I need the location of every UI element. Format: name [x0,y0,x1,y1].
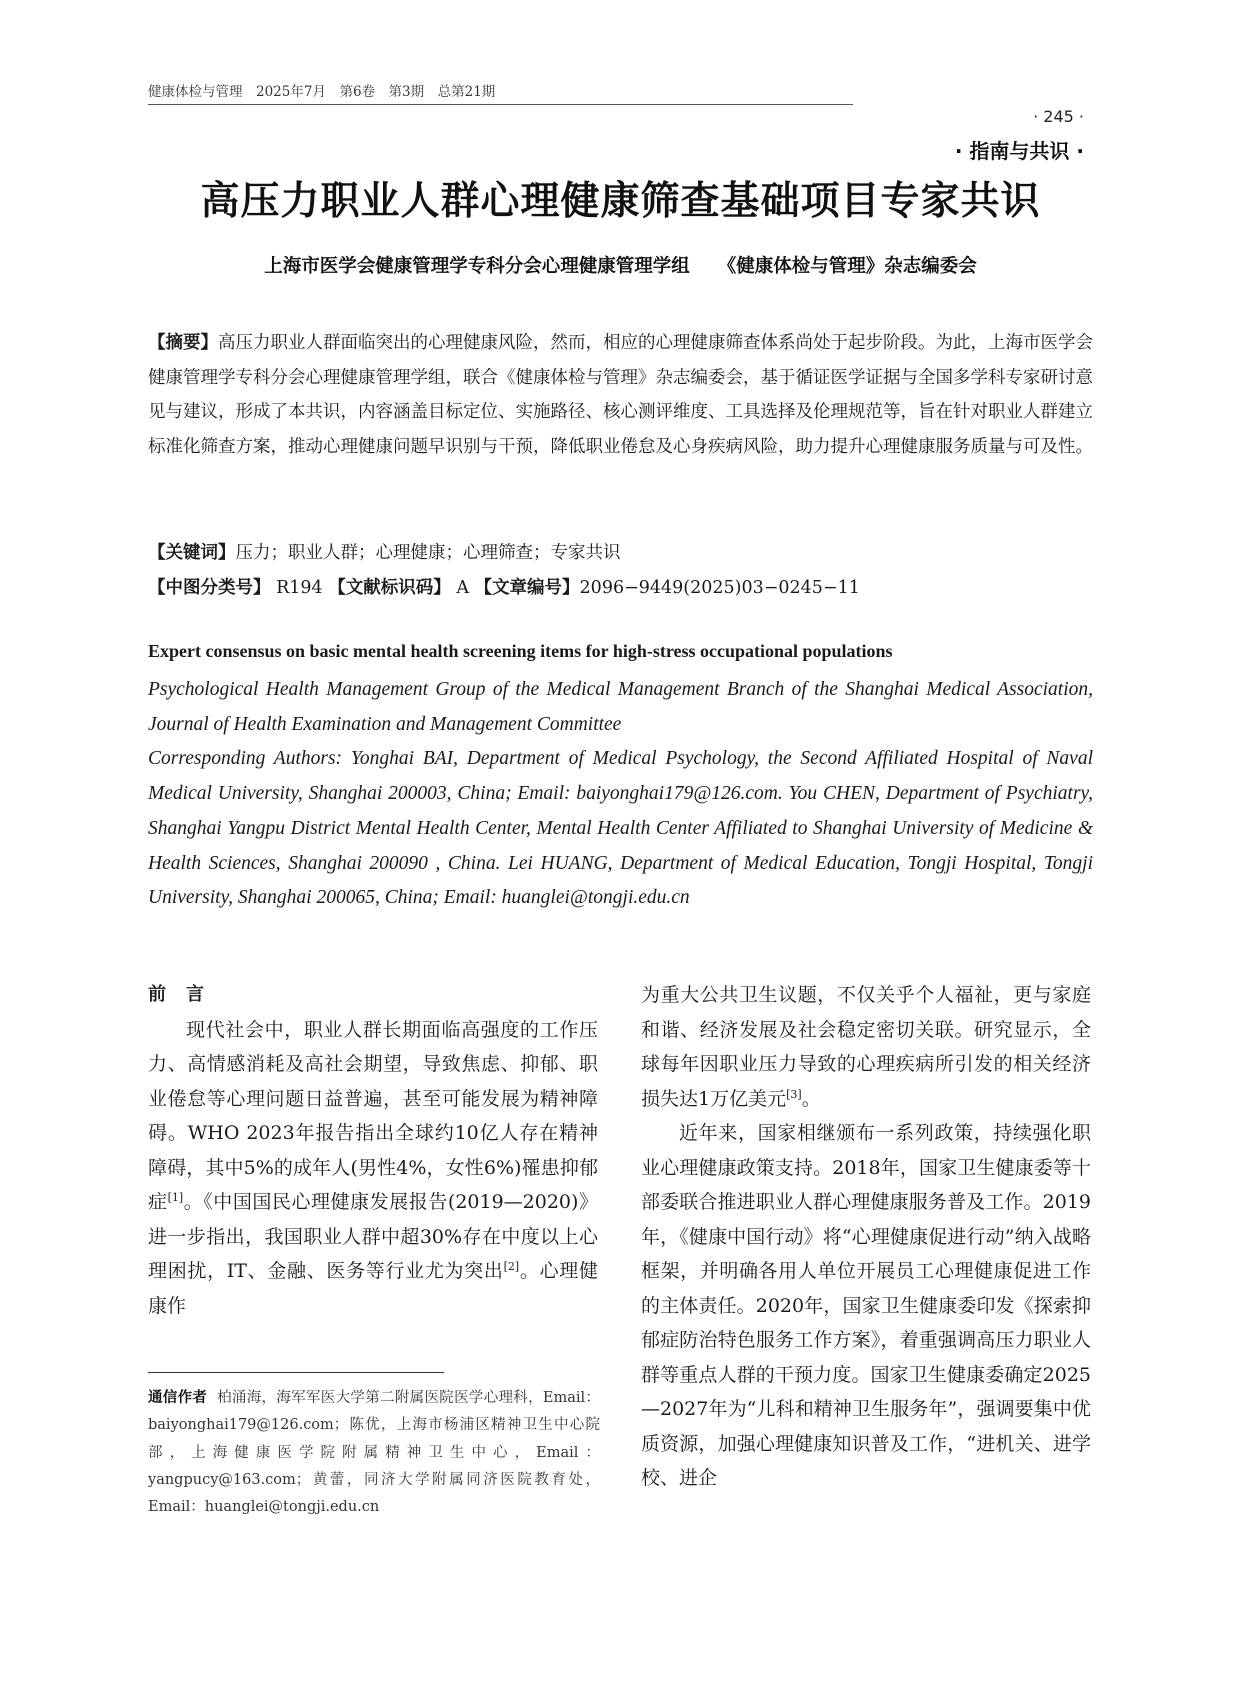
article-no-label: 【文章编号】 [474,578,580,598]
english-front-matter [148,673,1093,916]
article-title: 高压力职业人群心理健康筛查基础项目专家共识 [200,179,1041,224]
body-paragraph-2: 近年来，国家相继颁布一系列政策，持续强化职业心理健康政策支持。2018年，国家卫生健康委等十部委联合推进职业人群心理健康服务普及工作。2019年，《健康中国行动》将“心理健康促进行动”纳入战略框架，并明确各用人单位开展员工心理健康促进工作的主体责任。2020年，国家卫生健康委印发《探索抑郁症防治特色服务工作方案》，着重强调高压力职业人群等重点人群的干预力度。国家卫生健康委确定2025—2027年为“儿科和精神卫生服务年”，强调要集中优质资源，加强心理健康知识普及工作，“进机关、进学校、进企 [641,1122,1091,1489]
preface-heading: 前言 [148,984,224,1005]
classification-line [148,571,1093,605]
header-divider [148,104,853,105]
paragraph-1-text-a: 现代社会中，职业人群长期面临高强度的工作压力、高情感消耗及高社会期望，导致焦虑、抑郁、职业倦怠等心理问题日益普遍，甚至可能发展为精神障碍。WHO 2023年报告指出全球约10亿人存在精神障碍，其中5%的成年人(男性4%，女性6%)罹患抑郁症 [148,1018,598,1213]
keywords-label: 【关键词】 [148,543,236,563]
paragraph-1-text-d: 。 [801,1087,821,1110]
keywords-text: 压力；职业人群；心理健康；心理筛查；专家共识 [235,543,621,563]
abstract-text: 高压力职业人群面临突出的心理健康风险，然而，相应的心理健康筛查体系尚处于起步阶段。为此，上海市医学会健康管理学专科分会心理健康管理学组，联合《健康体检与管理》杂志编委会，基于循证医学证据与全国多学科专家研讨意见与建议，形成了本共识，内容涵盖目标定位、实施路径、核心测评维度、工具选择及伦理规范等，旨在针对职业人群建立标准化筛查方案，推动心理健康问题早识别与干预，降低职业倦怠及心身疾病风险，助力提升心理健康服务质量与可及性。 [148,333,1093,457]
body-paragraph-1 [148,1013,598,1324]
paragraph-1-text-c-end: 为重大公共卫生议题，不仅关乎个人福祉，更与家庭和谐、经济发展及社会稳定密切关联。研究显示，全球每年因职业压力导致的心理疾病所引发的相关经济损失达1万亿美元 [641,984,1091,1110]
english-title: Expert consensus on basic mental health screening items for high-stress occupational populations [148,641,893,661]
english-authors: Psychological Health Management Group of the Medical Management Branch of the Shanghai Medical Association, Journal of Health Examination and Management Committee [148,679,1093,735]
paragraph-1-text-c-start: 。心理健康作 [148,1260,598,1317]
section-label: · 指南与共识 · [954,139,1084,163]
paragraph-1-text-b: 。《中国国民心理健康发展报告(2019—2020)》进一步指出，我国职业人群中超30%存在中度以上心理困扰，IT、金融、医务等行业尤为突出 [148,1191,598,1282]
journal-header: 健康体检与管理 2025年7月 第6卷 第3期 总第21期 [148,84,496,100]
abstract-label: 【摘要】 [148,333,218,353]
footnote [148,1385,600,1521]
english-corresponding: Corresponding Authors: Yonghai BAI, Department of Medical Psychology, the Second Affiliated Hospital of Naval Medical University, Shanghai 200003, China; Email: baiyonghai179@126.com. You CHEN, Department of Psychiatry, Shanghai Yangpu District Mental Health Center, Mental Health Center Affiliated to Shanghai University of Medicine & Health Sciences, Shanghai 200090 , China. Lei HUANG, Department of Medical Education, Tongji Hospital, Tongji University, Shanghai 200065, China; Email: huanglei@tongji.edu.cn [148,748,1093,909]
footnote-divider [148,1372,444,1373]
reference-3: [3] [786,1087,802,1101]
abstract [148,326,1093,464]
keywords [148,536,1093,570]
body-paragraph-1-continued [641,978,1091,1116]
article-no-value: 2096−9449(2025)03−0245−11 [579,578,860,598]
clc-label: 【中图分类号】 [148,578,271,598]
author-group-2: 《健康体检与管理》杂志编委会 [717,256,977,277]
footnote-text: 柏涌海，海军军医大学第二附属医院医学心理科，Email：baiyonghai179@126.com；陈优，上海市杨浦区精神卫生中心院部，上海健康医学院附属精神卫生中心，Email：yangpucy@163.com；黄蕾，同济大学附属同济医院教育处，Email：huanglei@tongji.edu.cn [148,1390,600,1516]
page-number: · 245 · [1033,107,1084,126]
body-column-left [148,978,598,1323]
author-group-1: 上海市医学会健康管理学专科分会心理健康管理学组 [264,256,690,277]
doc-code-value: A [456,578,469,598]
footnote-label: 通信作者 [148,1390,208,1406]
clc-value: R194 [276,578,323,598]
reference-2: [2] [503,1260,520,1273]
reference-1: [1] [167,1191,184,1204]
body-column-right [641,978,1091,1496]
author-line [0,252,1241,278]
doc-code-label: 【文献标识码】 [328,578,451,598]
